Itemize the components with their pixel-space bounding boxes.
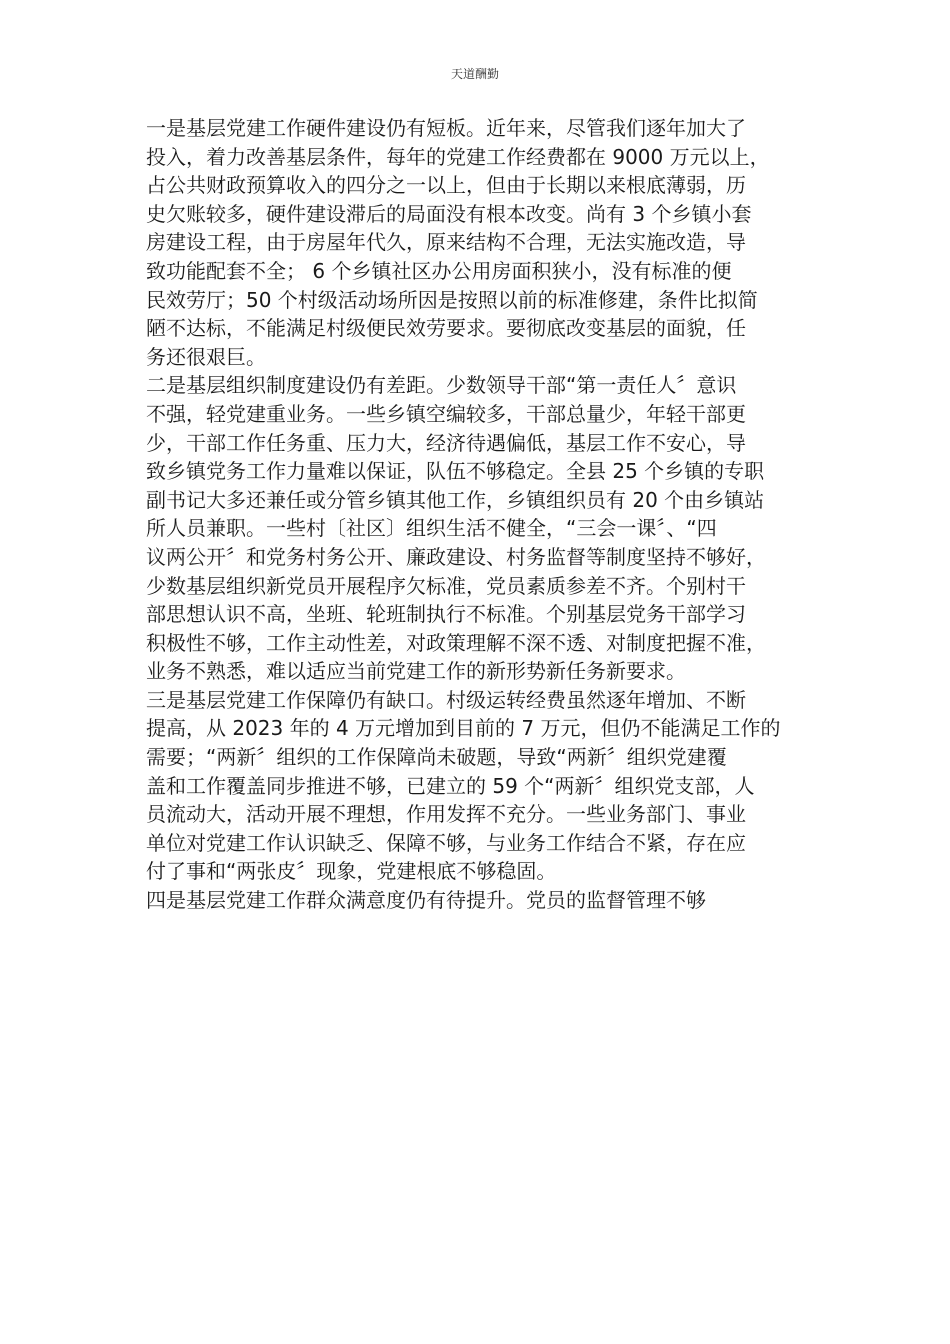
body-text-line: 致乡镇党务工作力量难以保证，队伍不够稳定。全县 25 个乡镇的专职 <box>146 459 765 484</box>
body-text-line: 部思想认识不高，坐班、轮班制执行不标准。个别基层党务干部学习 <box>146 602 746 627</box>
body-text-line: 一是基层党建工作硬件建设仍有短板。近年来，尽管我们逐年加大了 <box>146 116 746 140</box>
body-text-line: 议两公开〞和党务村务公开、廉政建设、村务监督等制度坚持不够好， <box>146 544 766 569</box>
body-text-line: 所人员兼职。一些村〔社区〕组织生活不健全，“三会一课〞、“四 <box>146 516 717 541</box>
body-text-line: 单位对党建工作认识缺乏、保障不够，与业务工作结合不紧，存在应 <box>146 830 746 855</box>
body-text-line: 需要；“两新〞组织的工作保障尚未破题，导致“两新〞组织党建覆 <box>146 745 727 770</box>
body-text-line: 积极性不够，工作主动性差，对政策理解不深不透、对制度把握不准， <box>146 630 766 655</box>
body-text-line: 二是基层组织制度建设仍有差距。少数领导干部“第一责任人〞意识 <box>146 373 737 398</box>
body-text-line: 陋不达标，不能满足村级便民效劳要求。要彻底改变基层的面貌，任 <box>146 316 746 341</box>
body-text-line: 房建设工程，由于房屋年代久，原来结构不合理，无法实施改造，导 <box>146 230 746 255</box>
body-text-line: 业务不熟悉，难以适应当前党建工作的新形势新任务新要求。 <box>146 659 686 684</box>
body-text-line: 务还很艰巨。 <box>146 344 266 369</box>
body-text-line: 三是基层党建工作保障仍有缺口。村级运转经费虽然逐年增加、不断 <box>146 687 746 712</box>
page-header: 天道酬勤 <box>450 67 499 81</box>
body-text-line: 民效劳厅；50 个村级活动场所因是按照以前的标准修建，条件比拟简 <box>146 287 758 312</box>
body-text-line: 少数基层组织新党员开展程序欠标准，党员素质参差不齐。个别村干 <box>146 573 746 598</box>
document-body <box>146 114 806 915</box>
body-text-line: 投入，着力改善基层条件，每年的党建工作经费都在 9000 万元以上， <box>146 144 770 169</box>
body-text-line: 盖和工作覆盖同步推进不够，已建立的 59 个“两新〞组织党支部，人 <box>146 773 755 798</box>
body-text-line: 四是基层党建工作群众满意度仍有待提升。党员的监督管理不够 <box>146 888 706 913</box>
body-text-line: 致功能配套不全； 6 个乡镇社区办公用房面积狭小，没有标准的便 <box>146 258 732 283</box>
body-text-line: 占公共财政预算收入的四分之一以上，但由于长期以来根底薄弱，历 <box>146 173 746 198</box>
body-text-line: 员流动大，活动开展不理想，作用发挥不充分。一些业务部门、事业 <box>146 802 746 827</box>
body-text-line: 不强，轻党建重业务。一些乡镇空编较多，干部总量少，年轻干部更 <box>146 401 746 426</box>
body-text-line: 史欠账较多，硬件建设滞后的局面没有根本改变。尚有 3 个乡镇小套 <box>146 201 752 226</box>
body-text-line: 少，干部工作任务重、压力大，经济待遇偏低，基层工作不安心，导 <box>146 430 746 455</box>
body-text-line: 付了事和“两张皮〞现象，党建根底不够稳固。 <box>146 859 557 884</box>
body-text-line: 提高，从 2023 年的 4 万元增加到目前的 7 万元，但仍不能满足工作的 <box>146 716 781 741</box>
body-text-line: 副书记大多还兼任或分管乡镇其他工作，乡镇组织员有 20 个由乡镇站 <box>146 487 765 512</box>
